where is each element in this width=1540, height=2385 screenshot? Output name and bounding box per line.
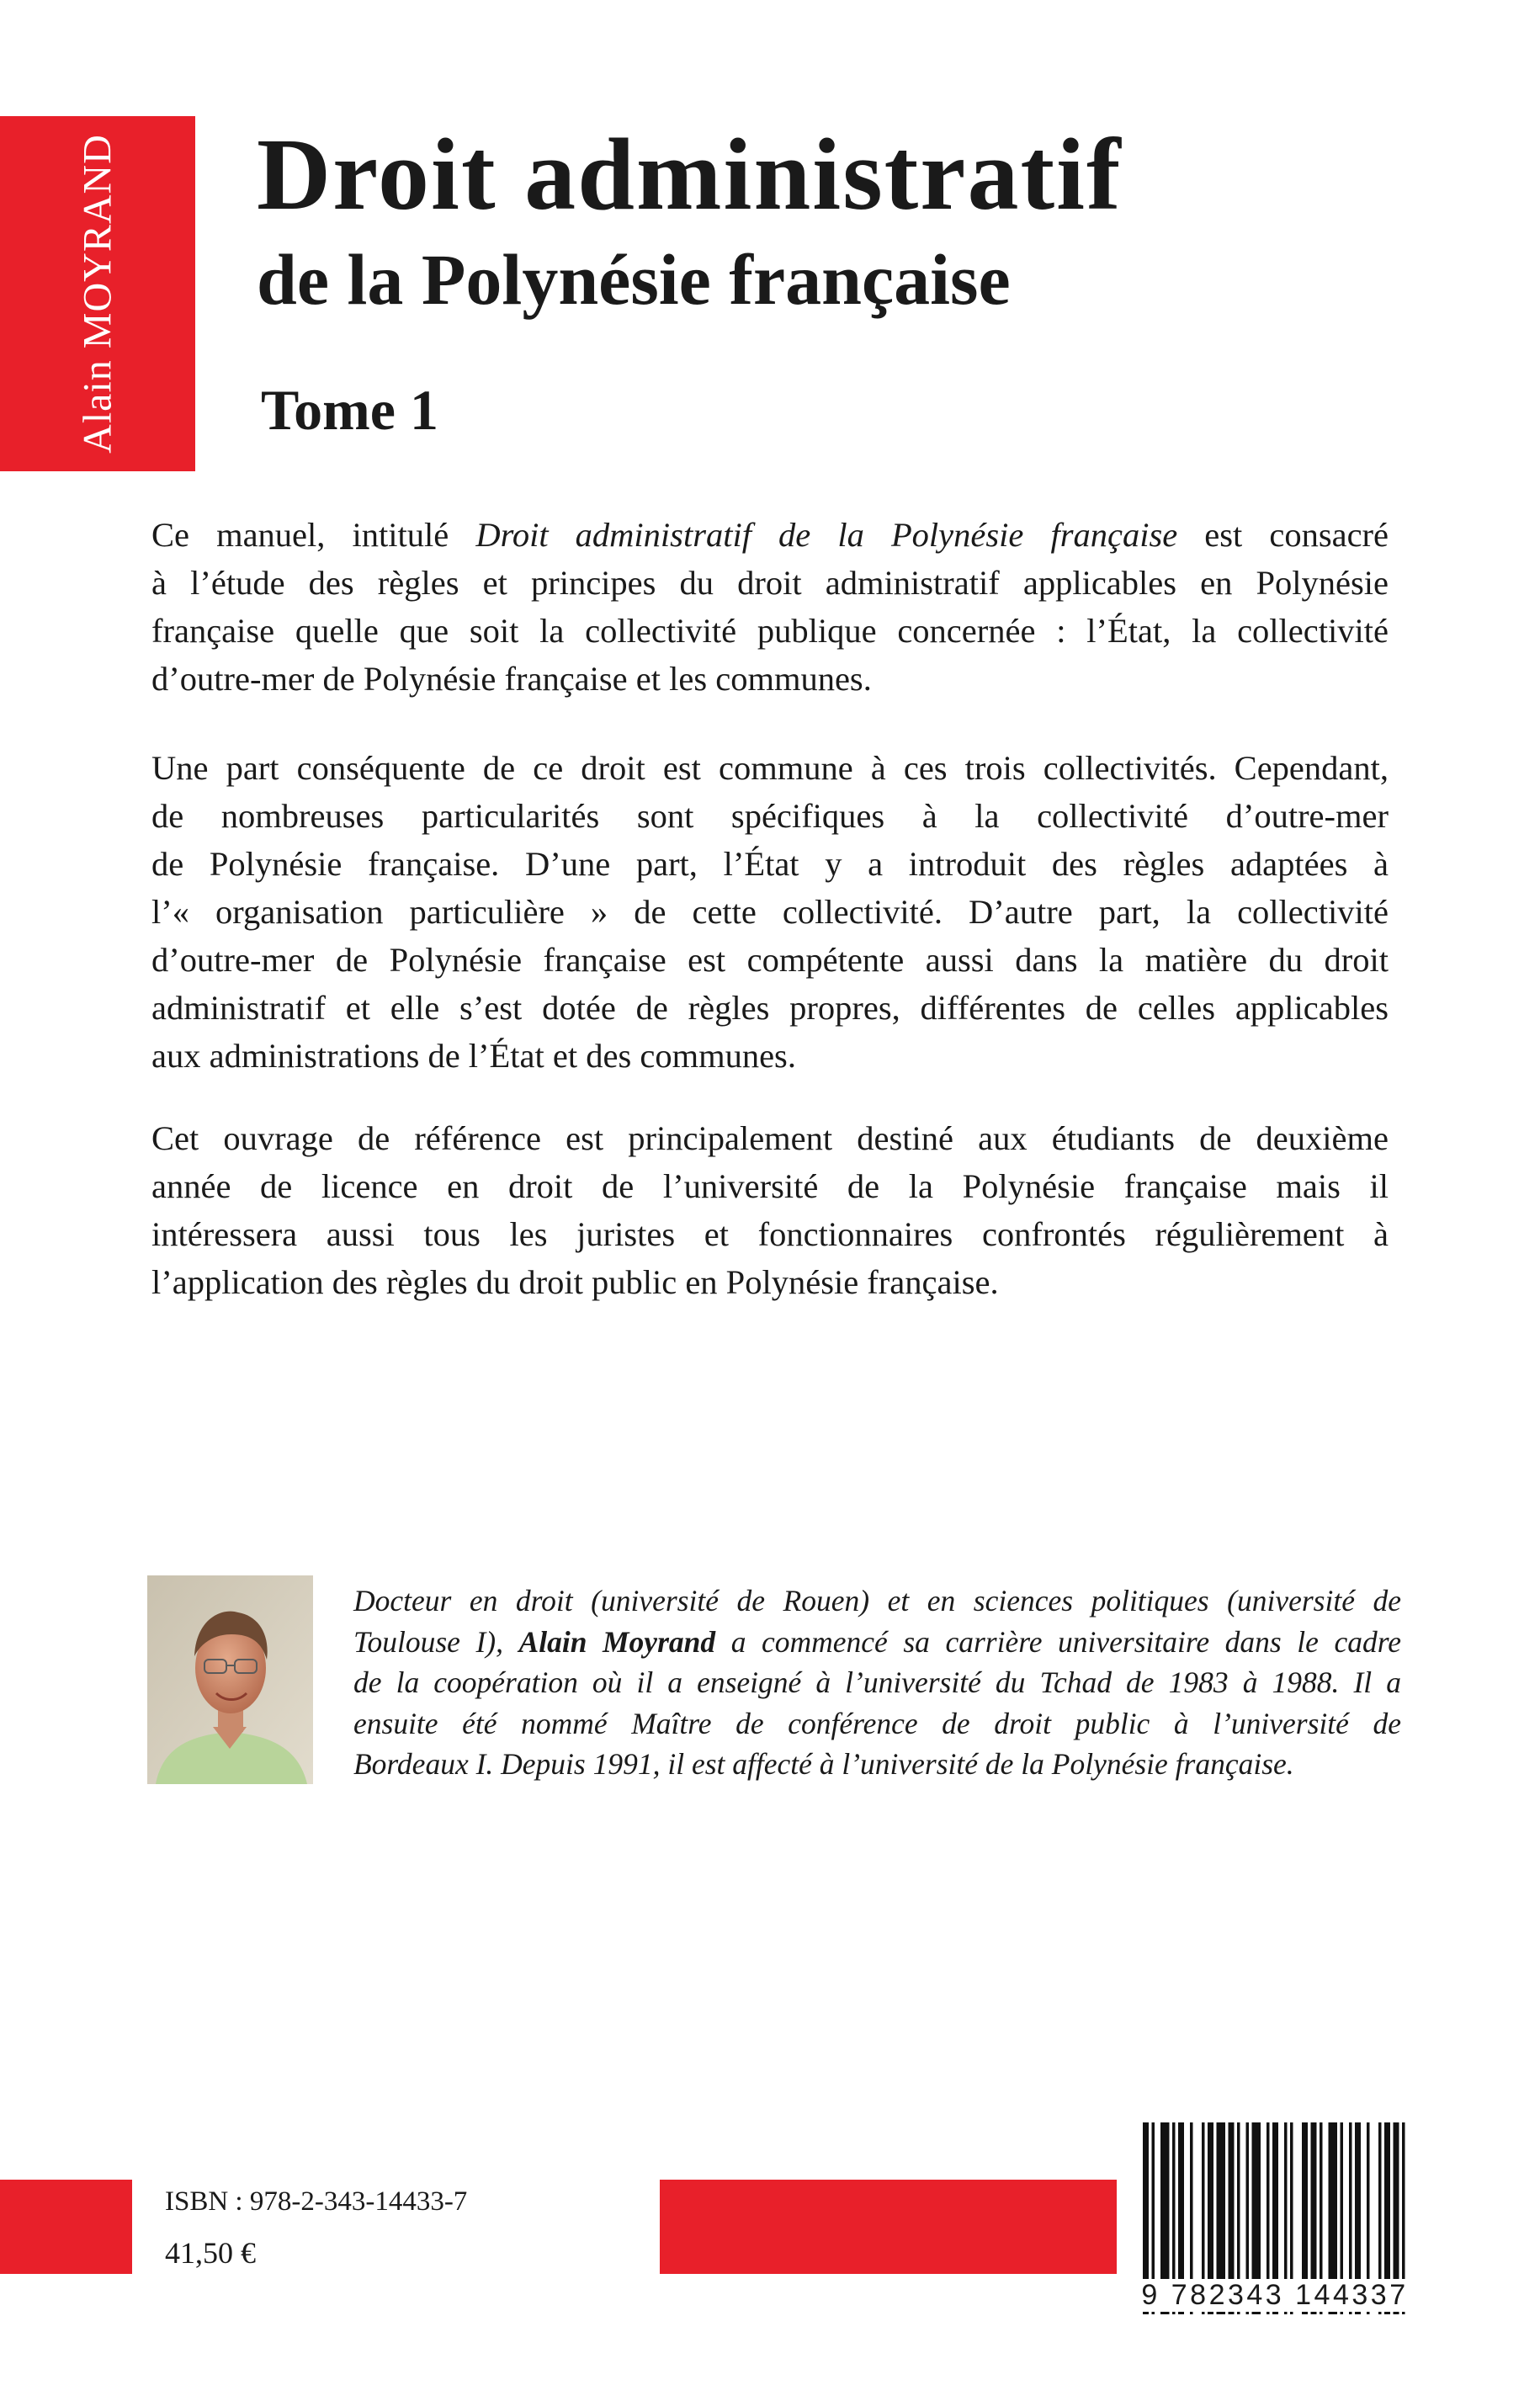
bio-line: de la coopération où il a enseigné à l’université du Tchad de 1983 à 1988. Il a [353,1665,1401,1699]
para2-line: Une part conséquente de ce droit est commune à ces trois collectivités. Cependant, [151,749,1389,787]
bio-line-2-start: Toulouse I), [353,1624,519,1659]
book-title: Droit administratif [257,118,1123,231]
book-volume: Tome 1 [261,378,438,442]
para1-line-1-end: est consacré [1177,516,1389,554]
author-name-bold: Alain Moyrand [518,1624,716,1659]
para2-line: d’outre-mer de Polynésie française est compétente aussi dans la matière du droit [151,941,1389,979]
description-paragraph-2 [151,744,1389,1080]
book-title-italic: Droit administratif de la Polynésie française [475,516,1178,554]
para2-line: administratif et elle s’est dotée de règles propres, différentes de celles applicables [151,989,1389,1027]
description-paragraph-1 [151,511,1389,703]
author-biography [353,1580,1401,1785]
author-photo [147,1575,313,1784]
para1-line-4: d’outre-mer de Polynésie française et les communes. [151,660,872,698]
bio-line-2-end: a commencé sa carrière universitaire dans le cadre [715,1624,1401,1659]
book-subtitle: de la Polynésie française [257,239,1011,320]
para1-line-3: française quelle que soit la collectivité publique concernée : l’État, la collectivité [151,612,1389,650]
para3-line: intéressera aussi tous les juristes et fonctionnaires confrontés régulièrement à [151,1215,1389,1253]
para1-line-1-start: Ce manuel, intitulé [151,516,476,554]
bio-line: Docteur en droit (université de Rouen) et en sciences politiques (université de [353,1584,1401,1617]
para3-line: l’application des règles du droit public en Polynésie française. [151,1263,999,1301]
para2-line: aux administrations de l’État et des communes. [151,1037,796,1075]
price-label: 41,50 € [165,2236,256,2270]
barcode-digits: 9 782343 144337 [1129,2279,1421,2312]
footer-red-bar-center [660,2180,1117,2274]
para1-line-2: à l’étude des règles et principes du droit administratif applicables en Polynésie [151,564,1389,602]
para2-line: l’« organisation particulière » de cette collectivité. D’autre part, la collectivité [151,893,1389,931]
bio-line: Bordeaux I. Depuis 1991, il est affecté à l’université de la Polynésie française. [353,1747,1294,1781]
para2-line: de Polynésie française. D’une part, l’État y a introduit des règles adaptées à [151,845,1389,883]
description-paragraph-3 [151,1114,1389,1306]
bio-line: ensuite été nommé Maître de conférence de droit public à l’université de [353,1706,1401,1740]
bio-line [353,1622,1401,1663]
para1-line-1 [151,511,1389,559]
isbn-label: ISBN : 978-2-343-14433-7 [165,2186,468,2217]
para3-line: Cet ouvrage de référence est principalement destiné aux étudiants de deuxième [151,1119,1389,1157]
spine-author-name: Alain MOYRAND [75,134,120,454]
para2-line: de nombreuses particularités sont spécifiques à la collectivité d’outre-mer [151,797,1389,835]
footer-red-bar-left [0,2180,132,2274]
para3-line: année de licence en droit de l’université de la Polynésie française mais il [151,1167,1389,1205]
